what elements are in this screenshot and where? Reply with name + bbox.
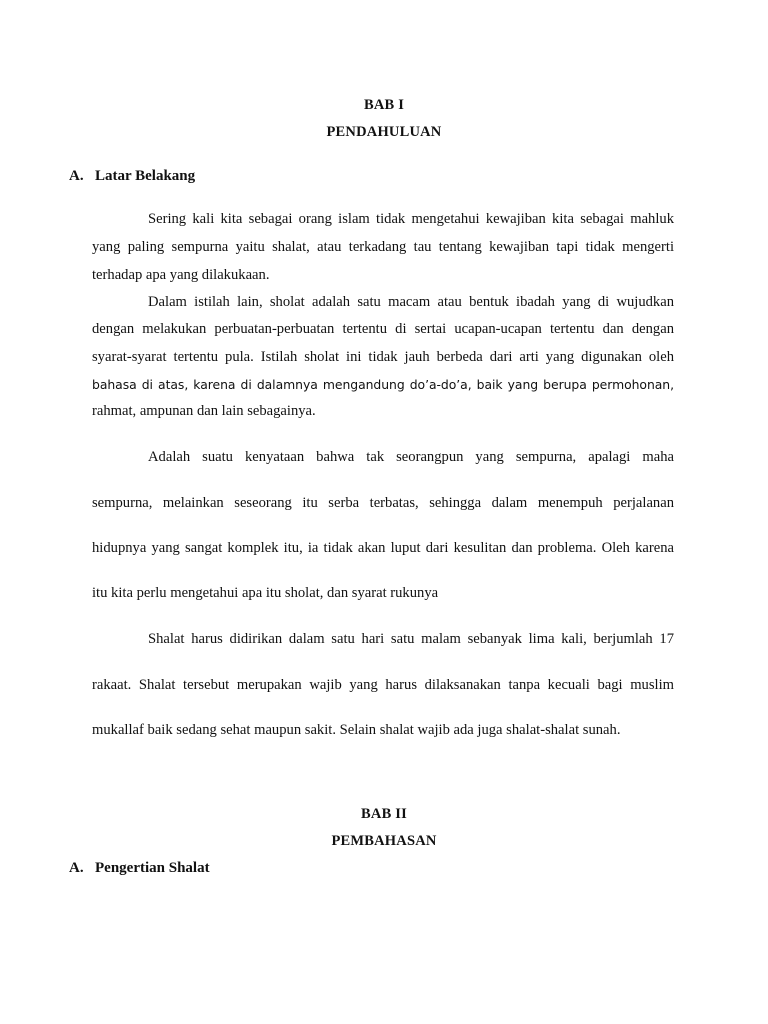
paragraph-line: Adalah suatu kenyataan bahwa tak seorangpun yang sempurna, apalagi maha — [148, 449, 674, 465]
section-title-text: Pengertian Shalat — [95, 860, 210, 876]
paragraph-line: yang paling sempurna yaitu shalat, atau terkadang tau tentang kewajiban tapi tidak mengerti — [92, 239, 674, 255]
chapter-1-title: BAB I — [363, 97, 405, 113]
paragraph-line: Dalam istilah lain, sholat adalah satu macam atau bentuk ibadah yang di wujudkan — [148, 294, 674, 310]
section-heading-latar-belakang — [69, 168, 195, 185]
paragraph-line: dengan melakukan perbuatan-perbuatan tertentu di sertai ucapan-ucapan tertentu dan dengan — [92, 321, 674, 337]
paragraph-line: Shalat harus didirikan dalam satu hari satu malam sebanyak lima kali, berjumlah 17 — [148, 631, 674, 647]
chapter-1-subtitle: PENDAHULUAN — [326, 124, 442, 140]
section-letter: A. — [69, 860, 84, 876]
section-title-text: Latar Belakang — [95, 168, 196, 184]
paragraph-line: itu kita perlu mengetahui apa itu sholat, dan syarat rukunya — [92, 585, 439, 601]
chapter-2-title: BAB II — [361, 806, 407, 822]
paragraph-line: syarat-syarat tertentu pula. Istilah sholat ini tidak jauh berbeda dari arti yang digunakan oleh — [92, 349, 674, 365]
paragraph-line: rahmat, ampunan dan lain sebagainya. — [92, 403, 316, 419]
section-heading-pengertian-shalat — [69, 860, 210, 877]
paragraph-line: Sering kali kita sebagai orang islam tidak mengetahui kewajiban kita sebagai mahluk — [148, 211, 674, 227]
section-letter: A. — [69, 168, 84, 184]
paragraph-line: bahasa di atas, karena di dalamnya mengandung do’a-do’a, baik yang berupa permohonan, — [92, 377, 674, 392]
paragraph-line: terhadap apa yang dilakukaan. — [92, 267, 270, 283]
paragraph-line: sempurna, melainkan seseorang itu serba terbatas, sehingga dalam menempuh perjalanan — [92, 495, 674, 511]
chapter-2-subtitle: PEMBAHASAN — [331, 833, 437, 849]
paragraph-line: rakaat. Shalat tersebut merupakan wajib yang harus dilaksanakan tanpa kecuali bagi muslim — [92, 677, 674, 693]
paragraph-line: hidupnya yang sangat komplek itu, ia tidak akan luput dari kesulitan dan problema. Oleh karena — [92, 540, 674, 556]
paragraph-line: mukallaf baik sedang sehat maupun sakit. Selain shalat wajib ada juga shalat-shalat sunah. — [92, 722, 621, 738]
